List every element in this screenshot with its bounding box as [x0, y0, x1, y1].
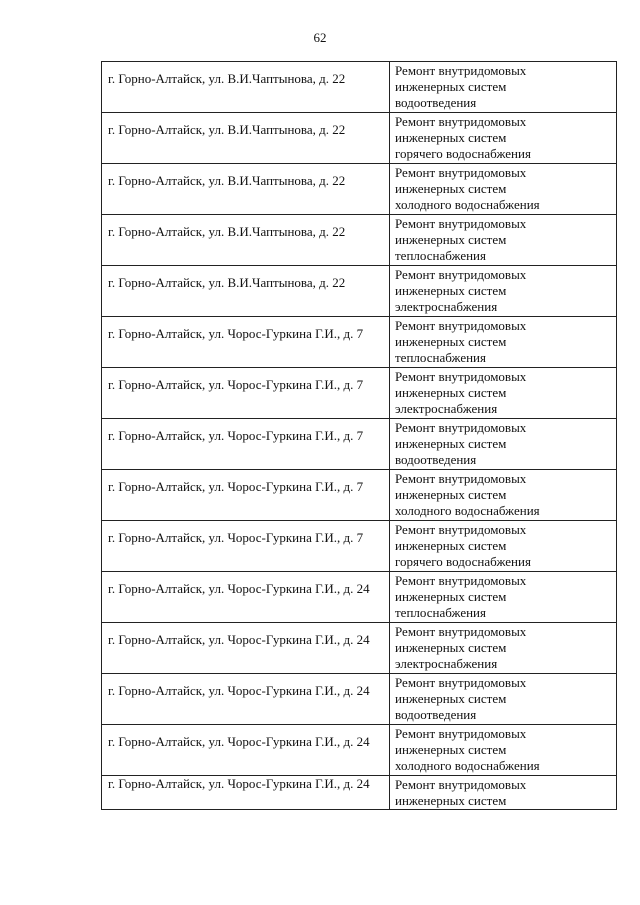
work-type-cell: Ремонт внутридомовых инженерных систем горячего водоснабжения: [390, 113, 617, 164]
work-type-cell: Ремонт внутридомовых инженерных систем электроснабжения: [390, 623, 617, 674]
address-cell: г. Горно-Алтайск, ул. Чорос-Гуркина Г.И., д. 7: [102, 368, 390, 419]
table-row: [102, 113, 617, 164]
work-type-cell: Ремонт внутридомовых инженерных систем теплоснабжения: [390, 572, 617, 623]
table-row: [102, 62, 617, 113]
work-type-cell: Ремонт внутридомовых инженерных систем холодного водоснабжения: [390, 725, 617, 776]
table-row: [102, 419, 617, 470]
work-type-cell: Ремонт внутридомовых инженерных систем теплоснабжения: [390, 317, 617, 368]
work-type-cell: Ремонт внутридомовых инженерных систем электроснабжения: [390, 368, 617, 419]
address-cell: г. Горно-Алтайск, ул. Чорос-Гуркина Г.И., д. 24: [102, 725, 390, 776]
address-cell: г. Горно-Алтайск, ул. В.И.Чаптынова, д. 22: [102, 215, 390, 266]
page-number: 62: [313, 30, 327, 45]
address-cell: г. Горно-Алтайск, ул. Чорос-Гуркина Г.И., д. 7: [102, 317, 390, 368]
work-type-cell: Ремонт внутридомовых инженерных систем электроснабжения: [390, 266, 617, 317]
table-row: [102, 317, 617, 368]
address-cell: г. Горно-Алтайск, ул. В.И.Чаптынова, д. 22: [102, 113, 390, 164]
work-type-cell: Ремонт внутридомовых инженерных систем горячего водоснабжения: [390, 521, 617, 572]
table-row: [102, 368, 617, 419]
work-type-cell: Ремонт внутридомовых инженерных систем: [390, 776, 617, 810]
table-row: [102, 776, 617, 810]
address-cell: г. Горно-Алтайск, ул. Чорос-Гуркина Г.И., д. 7: [102, 521, 390, 572]
work-type-cell: Ремонт внутридомовых инженерных систем теплоснабжения: [390, 215, 617, 266]
table-row: [102, 572, 617, 623]
address-cell: г. Горно-Алтайск, ул. Чорос-Гуркина Г.И., д. 24: [102, 623, 390, 674]
address-cell: г. Горно-Алтайск, ул. Чорос-Гуркина Г.И., д. 7: [102, 470, 390, 521]
work-type-cell: Ремонт внутридомовых инженерных систем водоотведения: [390, 674, 617, 725]
address-cell: г. Горно-Алтайск, ул. Чорос-Гуркина Г.И., д. 24: [102, 674, 390, 725]
work-type-cell: Ремонт внутридомовых инженерных систем водоотведения: [390, 419, 617, 470]
table-row: [102, 470, 617, 521]
address-cell: г. Горно-Алтайск, ул. Чорос-Гуркина Г.И., д. 24: [102, 572, 390, 623]
work-type-cell: Ремонт внутридомовых инженерных систем холодного водоснабжения: [390, 164, 617, 215]
address-cell: г. Горно-Алтайск, ул. Чорос-Гуркина Г.И., д. 7: [102, 419, 390, 470]
table-row: [102, 215, 617, 266]
table-row: [102, 164, 617, 215]
address-cell: г. Горно-Алтайск, ул. В.И.Чаптынова, д. 22: [102, 164, 390, 215]
table-row: [102, 266, 617, 317]
table-row: [102, 674, 617, 725]
address-cell: г. Горно-Алтайск, ул. В.И.Чаптынова, д. 22: [102, 62, 390, 113]
table-row: [102, 623, 617, 674]
address-cell: г. Горно-Алтайск, ул. В.И.Чаптынова, д. 22: [102, 266, 390, 317]
table-row: [102, 521, 617, 572]
table-row: [102, 725, 617, 776]
works-table: [101, 61, 617, 810]
work-type-cell: Ремонт внутридомовых инженерных систем холодного водоснабжения: [390, 470, 617, 521]
address-cell: г. Горно-Алтайск, ул. Чорос-Гуркина Г.И., д. 24: [102, 776, 390, 810]
work-type-cell: Ремонт внутридомовых инженерных систем водоотведения: [390, 62, 617, 113]
